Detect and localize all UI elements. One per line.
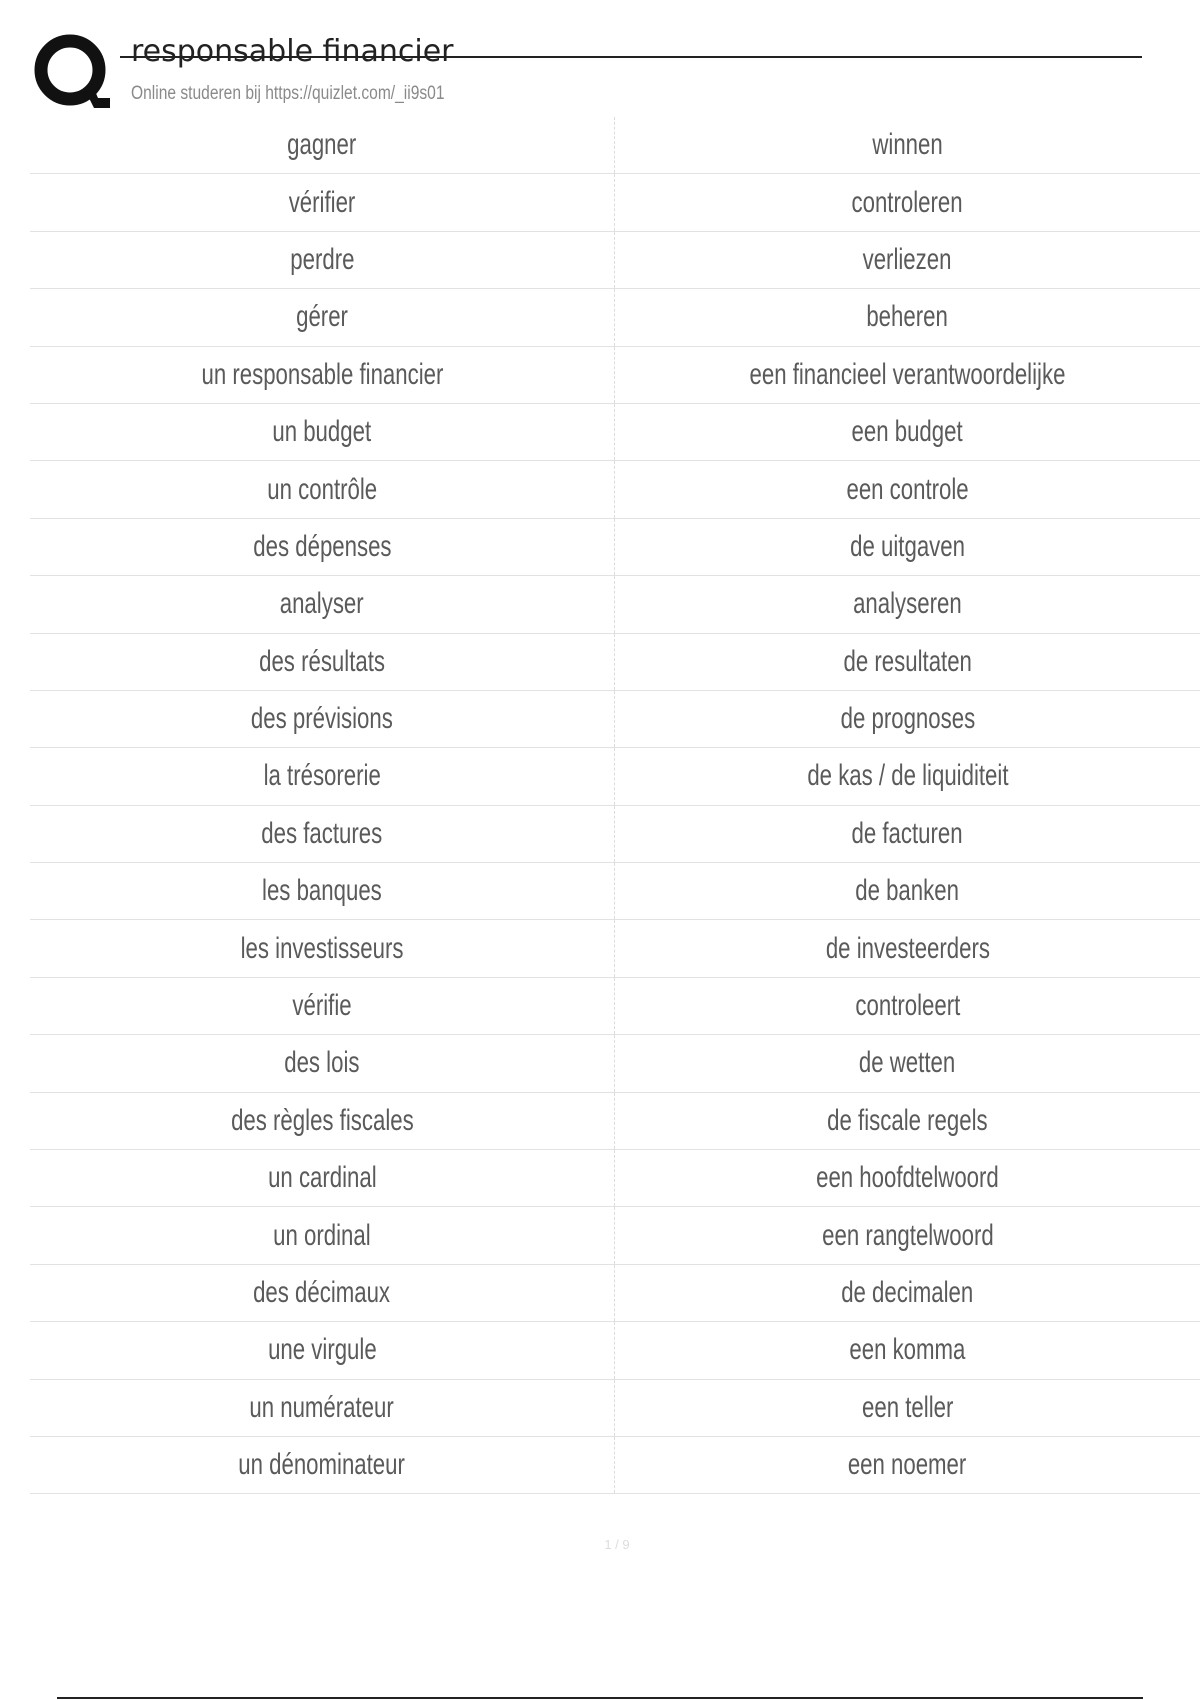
term-cell <box>30 806 615 862</box>
term-text: un dénominateur <box>238 1448 406 1482</box>
definition-cell <box>615 920 1200 976</box>
definition-text: analyseren <box>853 587 962 621</box>
definition-cell <box>615 691 1200 747</box>
definition-cell <box>615 289 1200 345</box>
definition-text: een rangtelwoord <box>821 1218 994 1252</box>
table-row <box>30 1207 1200 1264</box>
term-text: un ordinal <box>273 1218 371 1252</box>
term-text: une virgule <box>267 1333 377 1367</box>
term-cell <box>30 461 615 517</box>
term-text: analyser <box>280 587 364 621</box>
definition-text: de fiscale regels <box>827 1103 988 1137</box>
term-text: un budget <box>272 415 372 449</box>
definition-cell <box>615 1093 1200 1149</box>
definition-text: een noemer <box>848 1448 967 1482</box>
definition-text: een hoofdtelwoord <box>816 1161 999 1195</box>
definition-text: beheren <box>866 300 949 334</box>
definition-cell <box>615 232 1200 288</box>
term-cell <box>30 1035 615 1091</box>
table-row <box>30 748 1200 805</box>
term-cell <box>30 1322 615 1378</box>
definition-cell <box>615 117 1200 173</box>
table-row <box>30 404 1200 461</box>
definition-text: de uitgaven <box>850 529 965 563</box>
table-row <box>30 1322 1200 1379</box>
table-row <box>30 519 1200 576</box>
term-cell <box>30 1380 615 1436</box>
definition-text: de kas / de liquiditeit <box>806 759 1009 793</box>
table-row <box>30 461 1200 518</box>
definition-cell <box>615 863 1200 919</box>
term-cell <box>30 978 615 1034</box>
term-text: gagner <box>287 128 357 162</box>
term-cell <box>30 1437 615 1493</box>
term-cell <box>30 1093 615 1149</box>
definition-cell <box>615 1207 1200 1263</box>
definition-cell <box>615 461 1200 517</box>
table-row <box>30 174 1200 231</box>
term-text: les investisseurs <box>240 931 404 965</box>
table-row <box>30 1437 1200 1494</box>
term-text: des lois <box>284 1046 360 1080</box>
definition-text: controleert <box>855 989 960 1023</box>
term-cell <box>30 576 615 632</box>
term-cell <box>30 748 615 804</box>
term-cell <box>30 174 615 230</box>
term-text: des règles fiscales <box>230 1103 414 1137</box>
term-text: perdre <box>289 242 355 276</box>
definition-cell <box>615 1150 1200 1206</box>
definition-text: een teller <box>861 1390 954 1424</box>
definition-text: winnen <box>872 128 943 162</box>
table-row <box>30 1035 1200 1092</box>
definition-cell <box>615 1265 1200 1321</box>
term-text: un numérateur <box>249 1390 395 1424</box>
table-row <box>30 920 1200 977</box>
definition-text: een komma <box>849 1333 966 1367</box>
quizlet-logo-icon <box>32 32 112 112</box>
table-row <box>30 347 1200 404</box>
definition-text: de banken <box>855 874 960 908</box>
term-cell <box>30 404 615 460</box>
table-row <box>30 978 1200 1035</box>
term-cell <box>30 1265 615 1321</box>
definition-cell <box>615 1437 1200 1493</box>
table-row <box>30 1093 1200 1150</box>
term-cell <box>30 691 615 747</box>
table-row <box>30 1380 1200 1437</box>
term-cell <box>30 1150 615 1206</box>
term-cell <box>30 232 615 288</box>
term-text: vérifier <box>288 185 356 219</box>
definition-text: de facturen <box>851 816 964 850</box>
definition-cell <box>615 519 1200 575</box>
term-text: des dépenses <box>252 529 392 563</box>
term-text: des décimaux <box>253 1276 391 1309</box>
definition-cell <box>615 634 1200 690</box>
page-number: 1 / 9 <box>604 1537 630 1552</box>
term-cell <box>30 1207 615 1263</box>
table-row <box>30 289 1200 346</box>
definition-text: een budget <box>851 415 964 449</box>
definition-text: de decimalen <box>841 1276 974 1309</box>
table-row <box>30 863 1200 920</box>
term-text: les banques <box>262 874 382 908</box>
definition-cell <box>615 748 1200 804</box>
definition-cell <box>615 347 1200 403</box>
term-cell <box>30 863 615 919</box>
term-cell <box>30 519 615 575</box>
table-row <box>30 117 1200 174</box>
term-text: un responsable financier <box>201 357 443 391</box>
term-text: vérifie <box>292 989 352 1023</box>
table-row <box>30 806 1200 863</box>
definition-cell <box>615 978 1200 1034</box>
term-text: des résultats <box>259 644 385 678</box>
term-text: la trésorerie <box>263 759 381 793</box>
definition-cell <box>615 1380 1200 1436</box>
study-online-link-text: Online studeren bij https://quizlet.com/_ii9s01 <box>131 83 445 104</box>
definition-cell <box>615 174 1200 230</box>
table-row <box>30 634 1200 691</box>
term-cell <box>30 289 615 345</box>
table-row <box>30 691 1200 748</box>
definition-text: een controle <box>846 472 969 506</box>
definition-cell <box>615 1035 1200 1091</box>
definition-text: controleren <box>851 185 964 219</box>
page-title: responsable financier <box>131 34 454 69</box>
definition-text: verliezen <box>863 242 952 276</box>
table-row <box>30 232 1200 289</box>
term-text: un contrôle <box>267 472 377 506</box>
table-row <box>30 1265 1200 1322</box>
definition-text: de investeerders <box>825 931 990 965</box>
definition-cell <box>615 806 1200 862</box>
definition-text: de resultaten <box>843 644 972 678</box>
term-text: un cardinal <box>267 1161 377 1195</box>
term-cell <box>30 347 615 403</box>
table-row <box>30 576 1200 633</box>
definition-cell <box>615 1322 1200 1378</box>
table-row <box>30 1150 1200 1207</box>
term-text: des factures <box>261 816 383 850</box>
definition-text: een financieel verantwoordelijke <box>749 357 1066 391</box>
definition-text: de wetten <box>859 1046 956 1080</box>
vocabulary-table <box>30 117 1200 1494</box>
term-text: gérer <box>296 300 348 334</box>
term-cell <box>30 920 615 976</box>
term-cell <box>30 117 615 173</box>
definition-cell <box>615 576 1200 632</box>
footer-rule <box>57 1697 1143 1699</box>
term-cell <box>30 634 615 690</box>
definition-cell <box>615 404 1200 460</box>
term-text: des prévisions <box>251 702 393 736</box>
definition-text: de prognoses <box>840 702 975 736</box>
